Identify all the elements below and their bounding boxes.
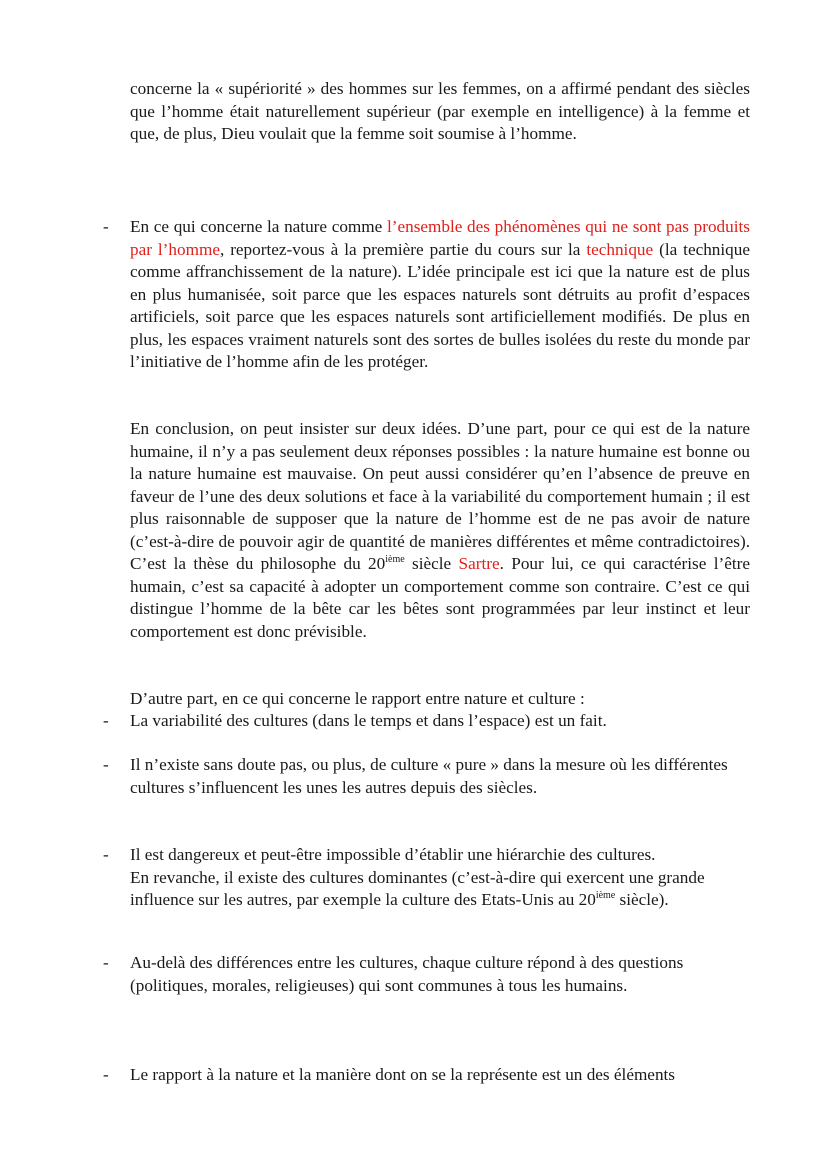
superscript: ième — [595, 890, 616, 901]
paragraph-nature — [130, 216, 750, 374]
highlight-technique: technique — [586, 239, 654, 259]
superscript: ième — [385, 554, 405, 565]
text-segment: Il est dangereux et peut-être impossible d’établir une hiérarchie des cultures. — [130, 845, 656, 864]
text-segment: En revanche, il existe des cultures dominantes (c’est-à-dire qui exercent une grande influence sur les autres, par exemple la culture des Etats-Unis au 20 — [130, 867, 705, 909]
paragraph-intro: concerne la « supériorité » des hommes sur les femmes, on a affirmé pendant des siècles que l’homme était naturellement supérieur (par exemple en intelligence) à la femme et que, de plus, Dieu voulait que la femme soit soumise à l’homme. — [130, 79, 750, 143]
bullet-dash: - — [103, 217, 109, 236]
bullet-variabilite: La variabilité des cultures (dans le temps et dans l’espace) est un fait. — [130, 711, 607, 730]
highlight-definition: l’ensemble des phénomènes qui ne sont pas produits par l’homme — [130, 217, 750, 259]
highlight-sartre: Sartre — [458, 554, 500, 573]
bullet-rapport-nature: Le rapport à la nature et la manière dont on se la représente est un des éléments — [130, 1065, 675, 1084]
bullet-dash: - — [103, 845, 109, 864]
bullet-differences: Au-delà des différences entre les cultures, chaque culture répond à des questions (politiques, morales, religieuses) qui sont communes à tous les humains. — [130, 953, 684, 995]
bullet-culture-pure: Il n’existe sans doute pas, ou plus, de culture « pure » dans la mesure où les différentes cultures s’influencent les unes les autres depuis des siècles. — [130, 755, 728, 797]
text-segment: . Pour lui, ce qui caractérise l’être humain, c’est sa capacité à adopter un comportement comme son contraire. C’est ce qui distingue l’homme de la bête car les bêtes sont programmées par leur instinct et leur comportement est donc prévisible. — [130, 554, 750, 641]
bullet-dash: - — [103, 1065, 109, 1084]
text-segment: siècle). — [615, 890, 669, 909]
text-segment: En ce qui concerne la nature comme — [130, 217, 387, 236]
text-segment: siècle — [404, 554, 459, 573]
bullet-dash: - — [103, 711, 109, 730]
bullet-dash: - — [103, 953, 109, 972]
text-segment: , reportez-vous à la première partie du cours sur la — [219, 239, 587, 259]
text-segment: (la technique comme affranchissement de la nature). L’idée principale est ici que la nature est de plus en plus humanisée, soit parce que les espaces naturels sont détruits au profit d’espaces artificiels, soit parce que les espaces naturels sont artificiellement modifiés. De plus en plus, les espaces vraiment naturels sont des sortes de bulles isolées du reste du monde par l’initiative de l’homme afin de les protéger. — [130, 239, 750, 371]
paragraph-conclusion — [130, 418, 750, 643]
bullet-dash: - — [103, 755, 109, 774]
paragraph-rapport: D’autre part, en ce qui concerne le rapport entre nature et culture : — [130, 689, 585, 708]
bullet-hierarchie — [130, 844, 750, 912]
text-segment: En conclusion, on peut insister sur deux idées. D’une part, pour ce qui est de la nature humaine, il n’y a pas seulement deux réponses possibles : la nature humaine est bonne ou la nature humaine est mauvaise. On peut aussi considérer qu’en l’absence de preuve en faveur de l’une des deux solutions et face à la variabilité du comportement humain ; il est plus raisonnable de supposer que la nature de l’homme est de ne pas avoir de nature (c’est-à-dire de pouvoir agir de quantité de manières différentes et même contradictoires). C’est la thèse du philosophe du 20 — [130, 419, 750, 573]
